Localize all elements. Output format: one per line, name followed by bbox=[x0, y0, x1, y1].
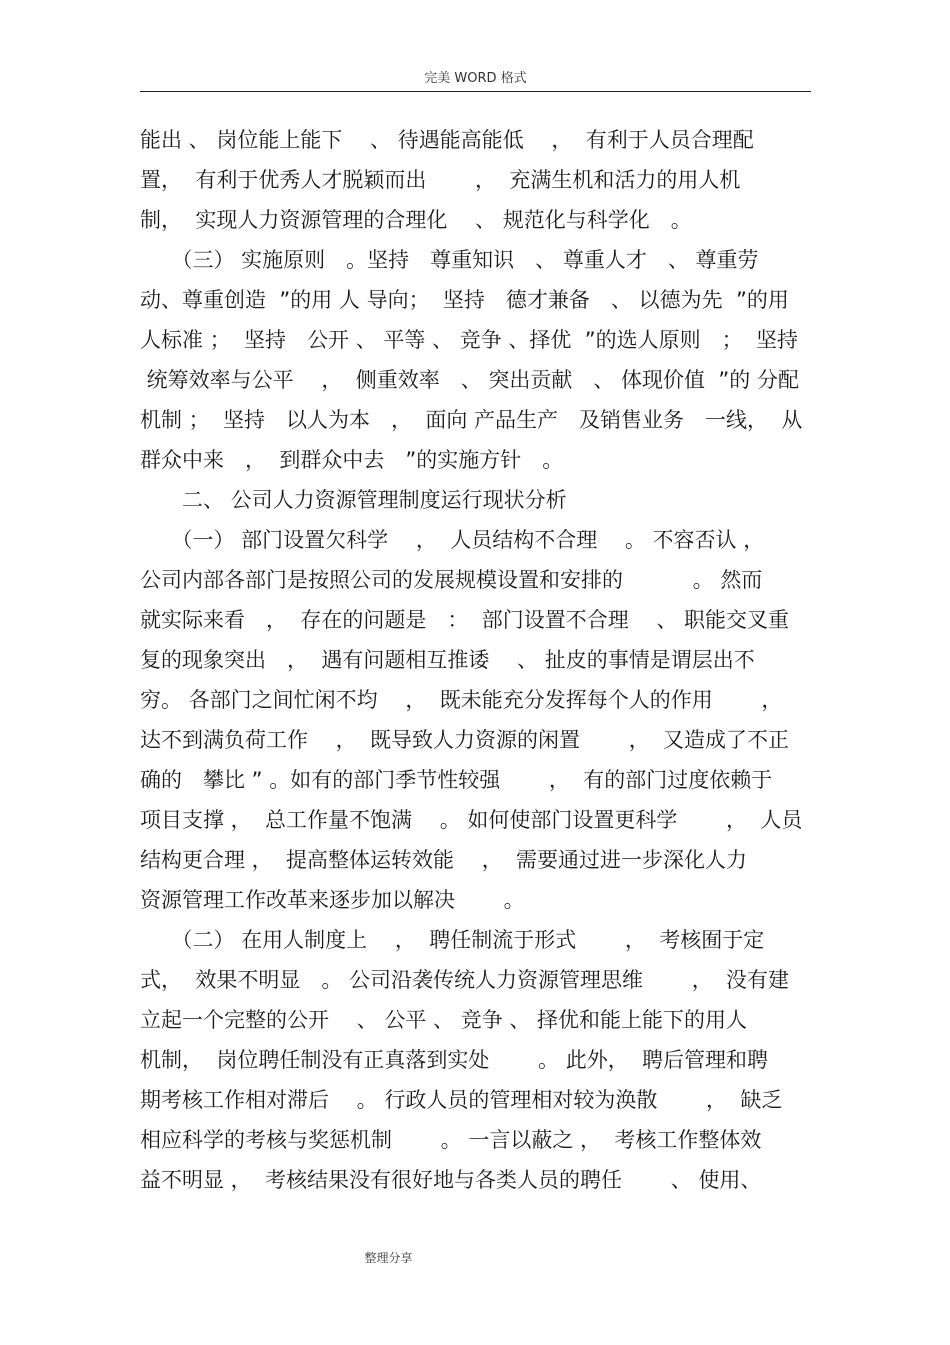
text-line: 人标准 ； 坚持 公开 、 平等 、 竞争 、择优 ”的选人原则 ； 坚持 bbox=[140, 328, 798, 352]
header-rule bbox=[140, 91, 811, 92]
text-line: 结构更合理 ， 提高整体运转效能 ， 需要通过进一步深化人力 bbox=[140, 848, 748, 872]
text-line: 复的现象突出 ， 遇有问题相互推诿 、 扯皮的事情是谓层出不 bbox=[140, 648, 755, 672]
text-line: 置， 有利于优秀人才脱颖而出 ， 充满生机和活力的用人机 bbox=[140, 168, 741, 192]
document-body bbox=[140, 120, 811, 1200]
text-line: 确的 攀比 ” 。如有的部门季节性较强 ， 有的部门过度依赖于 bbox=[140, 768, 773, 792]
page-header: 完美 WORD 格式 bbox=[424, 71, 527, 86]
text-line: 益不明显 ， 考核结果没有很好地与各类人员的聘任 、 使用、 bbox=[140, 1168, 762, 1192]
section-heading: 二、 公司人力资源管理制度运行现状分析 bbox=[140, 488, 567, 512]
text-line: （三） 实施原则 。坚持 尊重知识 、 尊重人才 、 尊重劳 bbox=[140, 248, 759, 272]
text-line: 资源管理工作改革来逐步加以解决 。 bbox=[140, 888, 525, 912]
text-line: 项目支撑 ， 总工作量不饱满 。 如何使部门设置更科学 ， 人员 bbox=[140, 808, 803, 832]
text-line: （二） 在用人制度上 ， 聘任制流于形式 ， 考核囿于定 bbox=[140, 928, 765, 952]
text-line: （一） 部门设置欠科学 ， 人员结构不合理 。 不容否认 ， bbox=[140, 528, 765, 552]
text-line: 机制， 岗位聘任制没有正真落到实处 。 此外， 聘后管理和聘 bbox=[140, 1048, 769, 1072]
text-line: 机制 ； 坚持 以人为本 ， 面向 产品生产 及销售业务 一线， 从 bbox=[140, 408, 803, 432]
text-line: 制， 实现人力资源管理的合理化 、 规范化与科学化 。 bbox=[140, 208, 692, 232]
text-line: 相应科学的考核与奖惩机制 。 一言以蔽之 ， 考核工作整体效 bbox=[140, 1128, 762, 1152]
text-line: 动、尊重创造 ”的用 人 导向； 坚持 德才兼备 、 以德为先 ”的用 bbox=[140, 288, 789, 312]
text-line: 群众中来 ， 到群众中去 ”的实施方针 。 bbox=[140, 448, 564, 472]
text-line: 期考核工作相对滞后 。 行政人员的管理相对较为涣散 ， 缺乏 bbox=[140, 1088, 783, 1112]
text-line: 就实际来看 ， 存在的问题是 ： 部门设置不合理 、 职能交叉重 bbox=[140, 608, 790, 632]
text-line: 公司内部各部门是按照公司的发展规模设置和安排的 。 然而 bbox=[140, 568, 763, 592]
text-line: 统筹效率与公平 ， 侧重效率 、 突出贡献 、 体现价值 ”的 分配 bbox=[140, 368, 799, 392]
text-line: 式， 效果不明显 。 公司沿袭传统人力资源管理思维 ， 没有建 bbox=[140, 968, 790, 992]
text-line: 达不到满负荷工作 ， 既导致人力资源的闲置 ， 又造成了不正 bbox=[140, 728, 790, 752]
text-line: 能出 、 岗位能上能下 、 待遇能高能低 ， 有利于人员合理配 bbox=[140, 128, 754, 152]
text-line: 穷。 各部门之间忙闲不均 ， 既未能充分发挥每个人的作用 ， bbox=[140, 688, 783, 712]
text-line: 立起一个完整的公开 、 公平 、 竞争 、 择优和能上能下的用人 bbox=[140, 1008, 748, 1032]
page-footer: 整理分享 bbox=[364, 1251, 413, 1265]
